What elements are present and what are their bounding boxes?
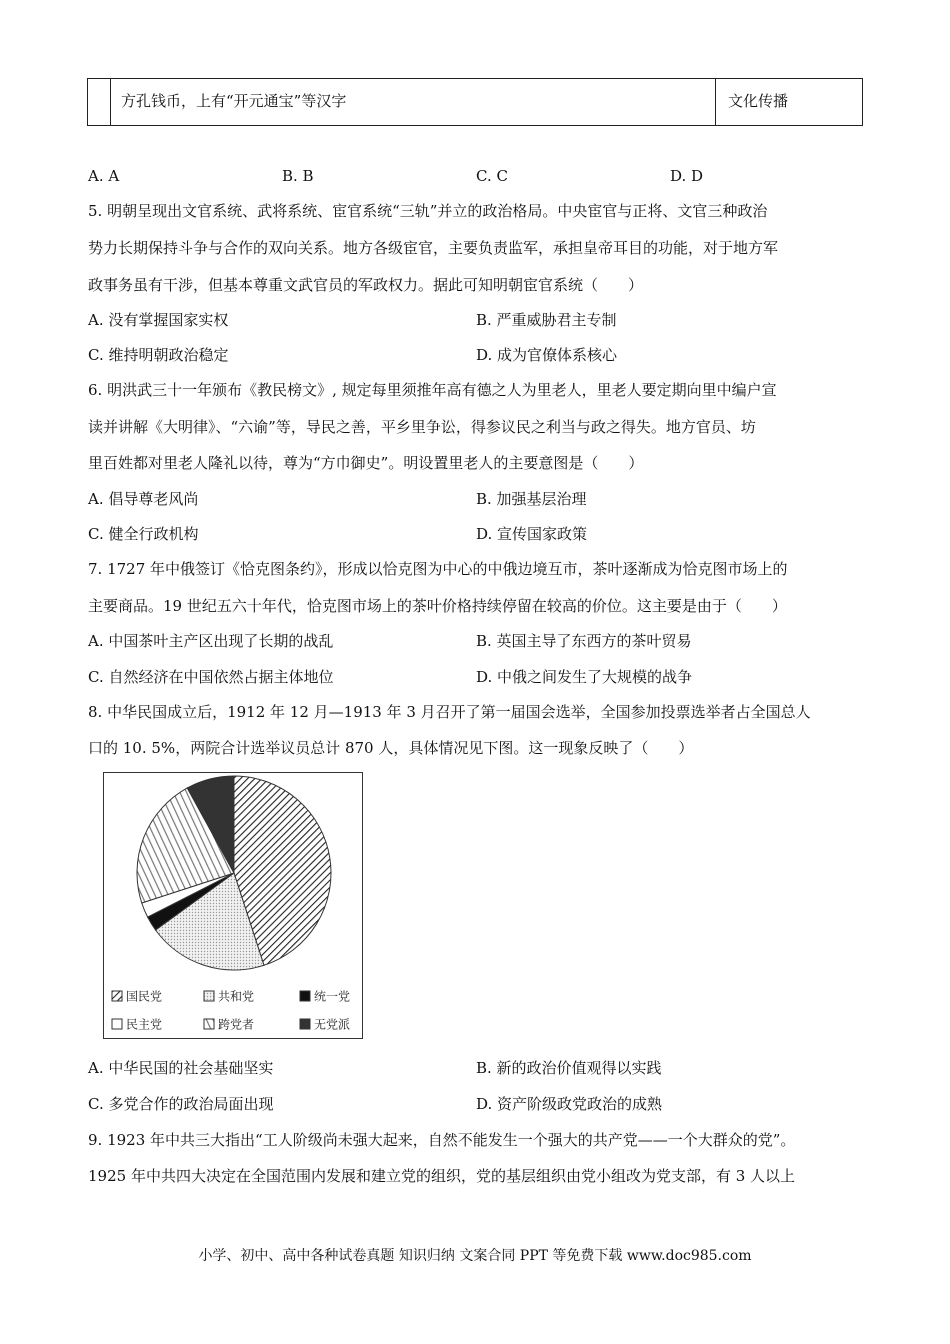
q4-option-a[interactable]: A. A xyxy=(88,167,120,185)
q8-option-d[interactable]: D. 资产阶级政党政治的成熟 xyxy=(476,1095,663,1113)
q9-text-line: 1925 年中共四大决定在全国范围内发展和建立党的组织，党的基层组织由党小组改为党支部，有 3 人以上 xyxy=(88,1167,796,1185)
legend-label-5: 无党派 xyxy=(314,1017,351,1032)
q6-option-a[interactable]: A. 倡导尊老风尚 xyxy=(88,490,199,508)
q6-option-b[interactable]: B. 加强基层治理 xyxy=(476,490,587,508)
q5-option-d[interactable]: D. 成为官僚体系核心 xyxy=(476,346,618,364)
legend-swatch-3 xyxy=(112,1019,122,1029)
q7-option-d[interactable]: D. 中俄之间发生了大规模的战争 xyxy=(476,668,693,686)
q7-text-line: 7. 1727 年中俄签订《恰克图条约》，形成以恰克图为中心的中俄边境互市，茶叶逐渐成为恰克图市场上的 xyxy=(88,560,788,578)
q6-text-line: 读并讲解《大明律》、“六谕”等，导民之善，平乡里争讼，得参议民之利当与政之得失。地方官员、坊 xyxy=(88,418,756,436)
q7-option-c[interactable]: C. 自然经济在中国依然占据主体地位 xyxy=(88,668,334,686)
q5-text-line: 5. 明朝呈现出文官系统、武将系统、宦官系统“三轨”并立的政治格局。中央宦官与正将、文官三种政治 xyxy=(88,202,768,220)
q5-option-c[interactable]: C. 维持明朝政治稳定 xyxy=(88,346,229,364)
pie-chart-svg xyxy=(104,773,361,1037)
q8-text-line: 口的 10. 5%，两院合计选举议员总计 870 人，具体情况见下图。这一现象反映了（ ） xyxy=(88,739,694,757)
q8-text-line: 8. 中华民国成立后，1912 年 12 月—1913 年 3 月召开了第一届国会选举，全国参加投票选举者占全国总人 xyxy=(88,703,811,721)
legend-swatch-4 xyxy=(204,1019,214,1029)
q6-text-line: 6. 明洪武三十一年颁布《教民榜文》, 规定每里须推年高有德之人为里老人，里老人要定期向里中编户宣 xyxy=(88,381,777,399)
q5-text-line: 势力长期保持斗争与合作的双向关系。地方各级宦官，主要负责监军，承担皇帝耳目的功能，对于地方军 xyxy=(88,239,779,257)
q7-option-a[interactable]: A. 中国茶叶主产区出现了长期的战乱 xyxy=(88,632,334,650)
q9-text-line: 9. 1923 年中共三大指出“工人阶级尚未强大起来，自然不能发生一个强大的共产党——一个大群众的党”。 xyxy=(88,1131,796,1149)
q8-option-b[interactable]: B. 新的政治价值观得以实践 xyxy=(476,1059,662,1077)
q8-option-a[interactable]: A. 中华民国的社会基础坚实 xyxy=(88,1059,274,1077)
q4-option-c[interactable]: C. C xyxy=(476,167,508,185)
legend-swatch-0 xyxy=(112,991,122,1001)
q5-text-line: 政事务虽有干涉，但基本尊重文武官员的军政权力。据此可知明朝宦官系统（ ） xyxy=(88,276,644,294)
q6-text-line: 里百姓都对里老人隆礼以待，尊为“方巾御史”。明设置里老人的主要意图是（ ） xyxy=(88,454,644,472)
table-index-cell xyxy=(88,79,111,125)
legend-label-4: 跨党者 xyxy=(218,1017,255,1032)
legend-label-3: 民主党 xyxy=(126,1017,163,1032)
page-footer: 小学、初中、高中各种试卷真题 知识归纳 文案合同 PPT 等免费下载 www.doc985.com xyxy=(198,1248,752,1264)
q8-option-c[interactable]: C. 多党合作的政治局面出现 xyxy=(88,1095,274,1113)
q5-option-a[interactable]: A. 没有掌握国家实权 xyxy=(88,311,229,329)
legend-swatch-2 xyxy=(300,991,310,1001)
legend-label-0: 国民党 xyxy=(126,989,163,1004)
q4-option-b[interactable]: B. B xyxy=(282,167,314,185)
q5-option-b[interactable]: B. 严重威胁君主专制 xyxy=(476,311,617,329)
table-content-cell: 方孔钱币，上有“开元通宝”等汉字 xyxy=(111,79,716,125)
q7-text-line: 主要商品。19 世纪五六十年代，恰克图市场上的茶叶价格持续停留在较高的价位。这主要是由于（ ） xyxy=(88,597,787,615)
q7-option-b[interactable]: B. 英国主导了东西方的茶叶贸易 xyxy=(476,632,692,650)
party-seats-pie-chart xyxy=(103,772,363,1039)
legend-label-1: 共和党 xyxy=(218,989,255,1004)
legend-label-2: 统一党 xyxy=(314,989,351,1004)
q6-option-c[interactable]: C. 健全行政机构 xyxy=(88,525,199,543)
q4-option-d[interactable]: D. D xyxy=(670,167,704,185)
q6-option-d[interactable]: D. 宣传国家政策 xyxy=(476,525,588,543)
answer-table-row xyxy=(87,78,863,126)
table-category-cell: 文化传播 xyxy=(728,92,789,110)
legend-swatch-5 xyxy=(300,1019,310,1029)
legend-swatch-1 xyxy=(204,991,214,1001)
